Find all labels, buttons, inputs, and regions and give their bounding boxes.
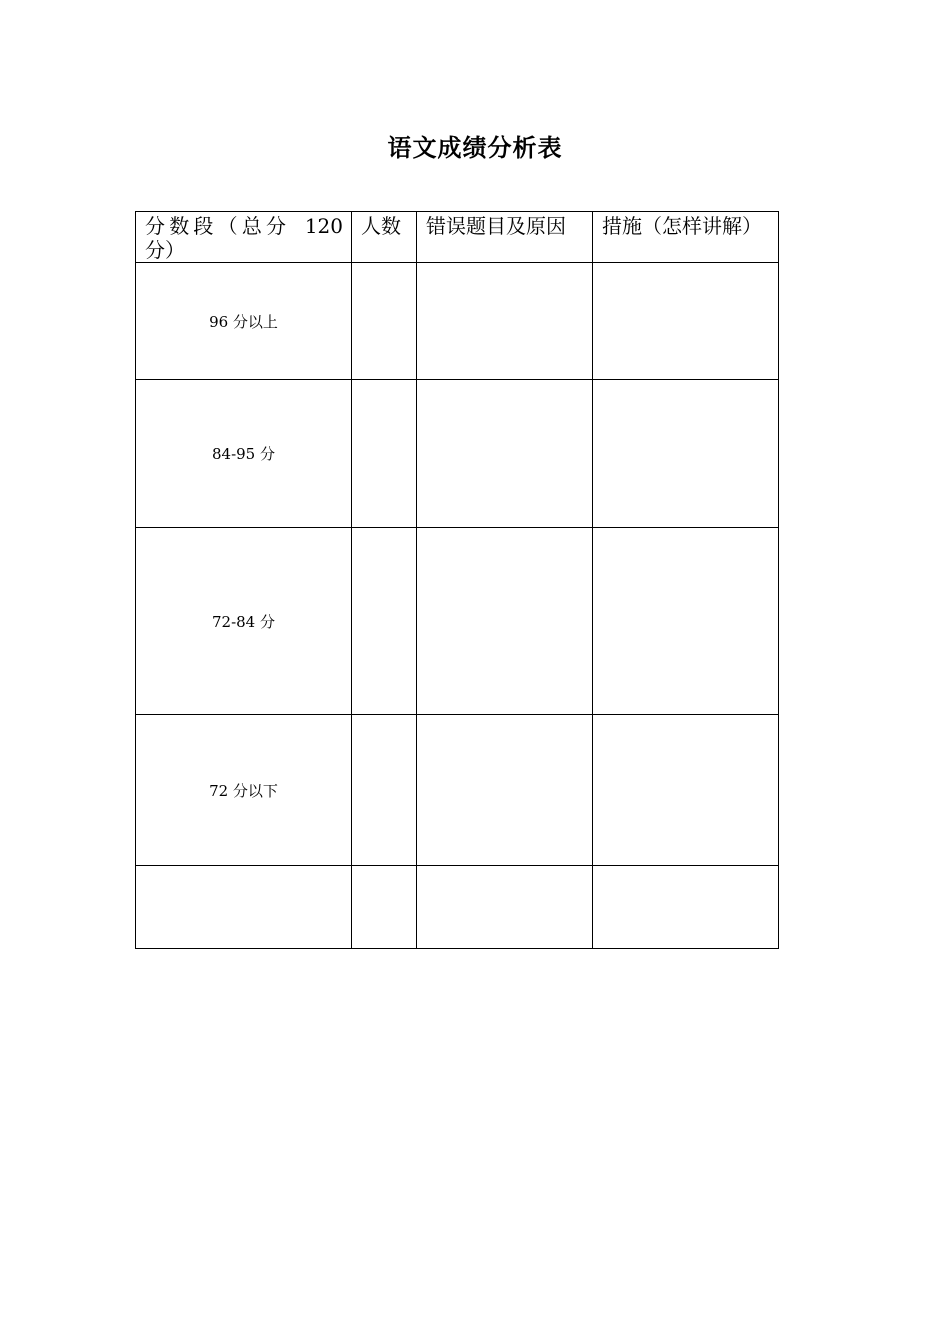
header-measures: 措施（怎样讲解） [593, 212, 779, 263]
score-segment-cell[interactable] [136, 866, 352, 949]
table-row [136, 263, 779, 380]
score-segment-cell: 72 分以下 [136, 715, 352, 866]
count-cell[interactable] [352, 866, 417, 949]
score-segment-cell: 72-84 分 [136, 528, 352, 715]
errors-cell[interactable] [417, 380, 593, 528]
measures-cell[interactable] [593, 866, 779, 949]
count-cell[interactable] [352, 380, 417, 528]
count-cell[interactable] [352, 715, 417, 866]
score-segment-cell: 96 分以上 [136, 263, 352, 380]
table-row [136, 528, 779, 715]
table-row [136, 380, 779, 528]
score-analysis-table [135, 211, 779, 949]
errors-cell[interactable] [417, 528, 593, 715]
count-cell[interactable] [352, 263, 417, 380]
header-score-range: 分数段（总分 120 分） [136, 212, 352, 263]
measures-cell[interactable] [593, 380, 779, 528]
table-row [136, 866, 779, 949]
header-count: 人数 [352, 212, 417, 263]
count-cell[interactable] [352, 528, 417, 715]
measures-cell[interactable] [593, 528, 779, 715]
header-row [136, 212, 779, 263]
score-segment-cell: 84-95 分 [136, 380, 352, 528]
errors-cell[interactable] [417, 866, 593, 949]
document-title: 语文成绩分析表 [387, 133, 563, 162]
errors-cell[interactable] [417, 715, 593, 866]
measures-cell[interactable] [593, 715, 779, 866]
measures-cell[interactable] [593, 263, 779, 380]
table-row [136, 715, 779, 866]
header-errors: 错误题目及原因 [417, 212, 593, 263]
errors-cell[interactable] [417, 263, 593, 380]
